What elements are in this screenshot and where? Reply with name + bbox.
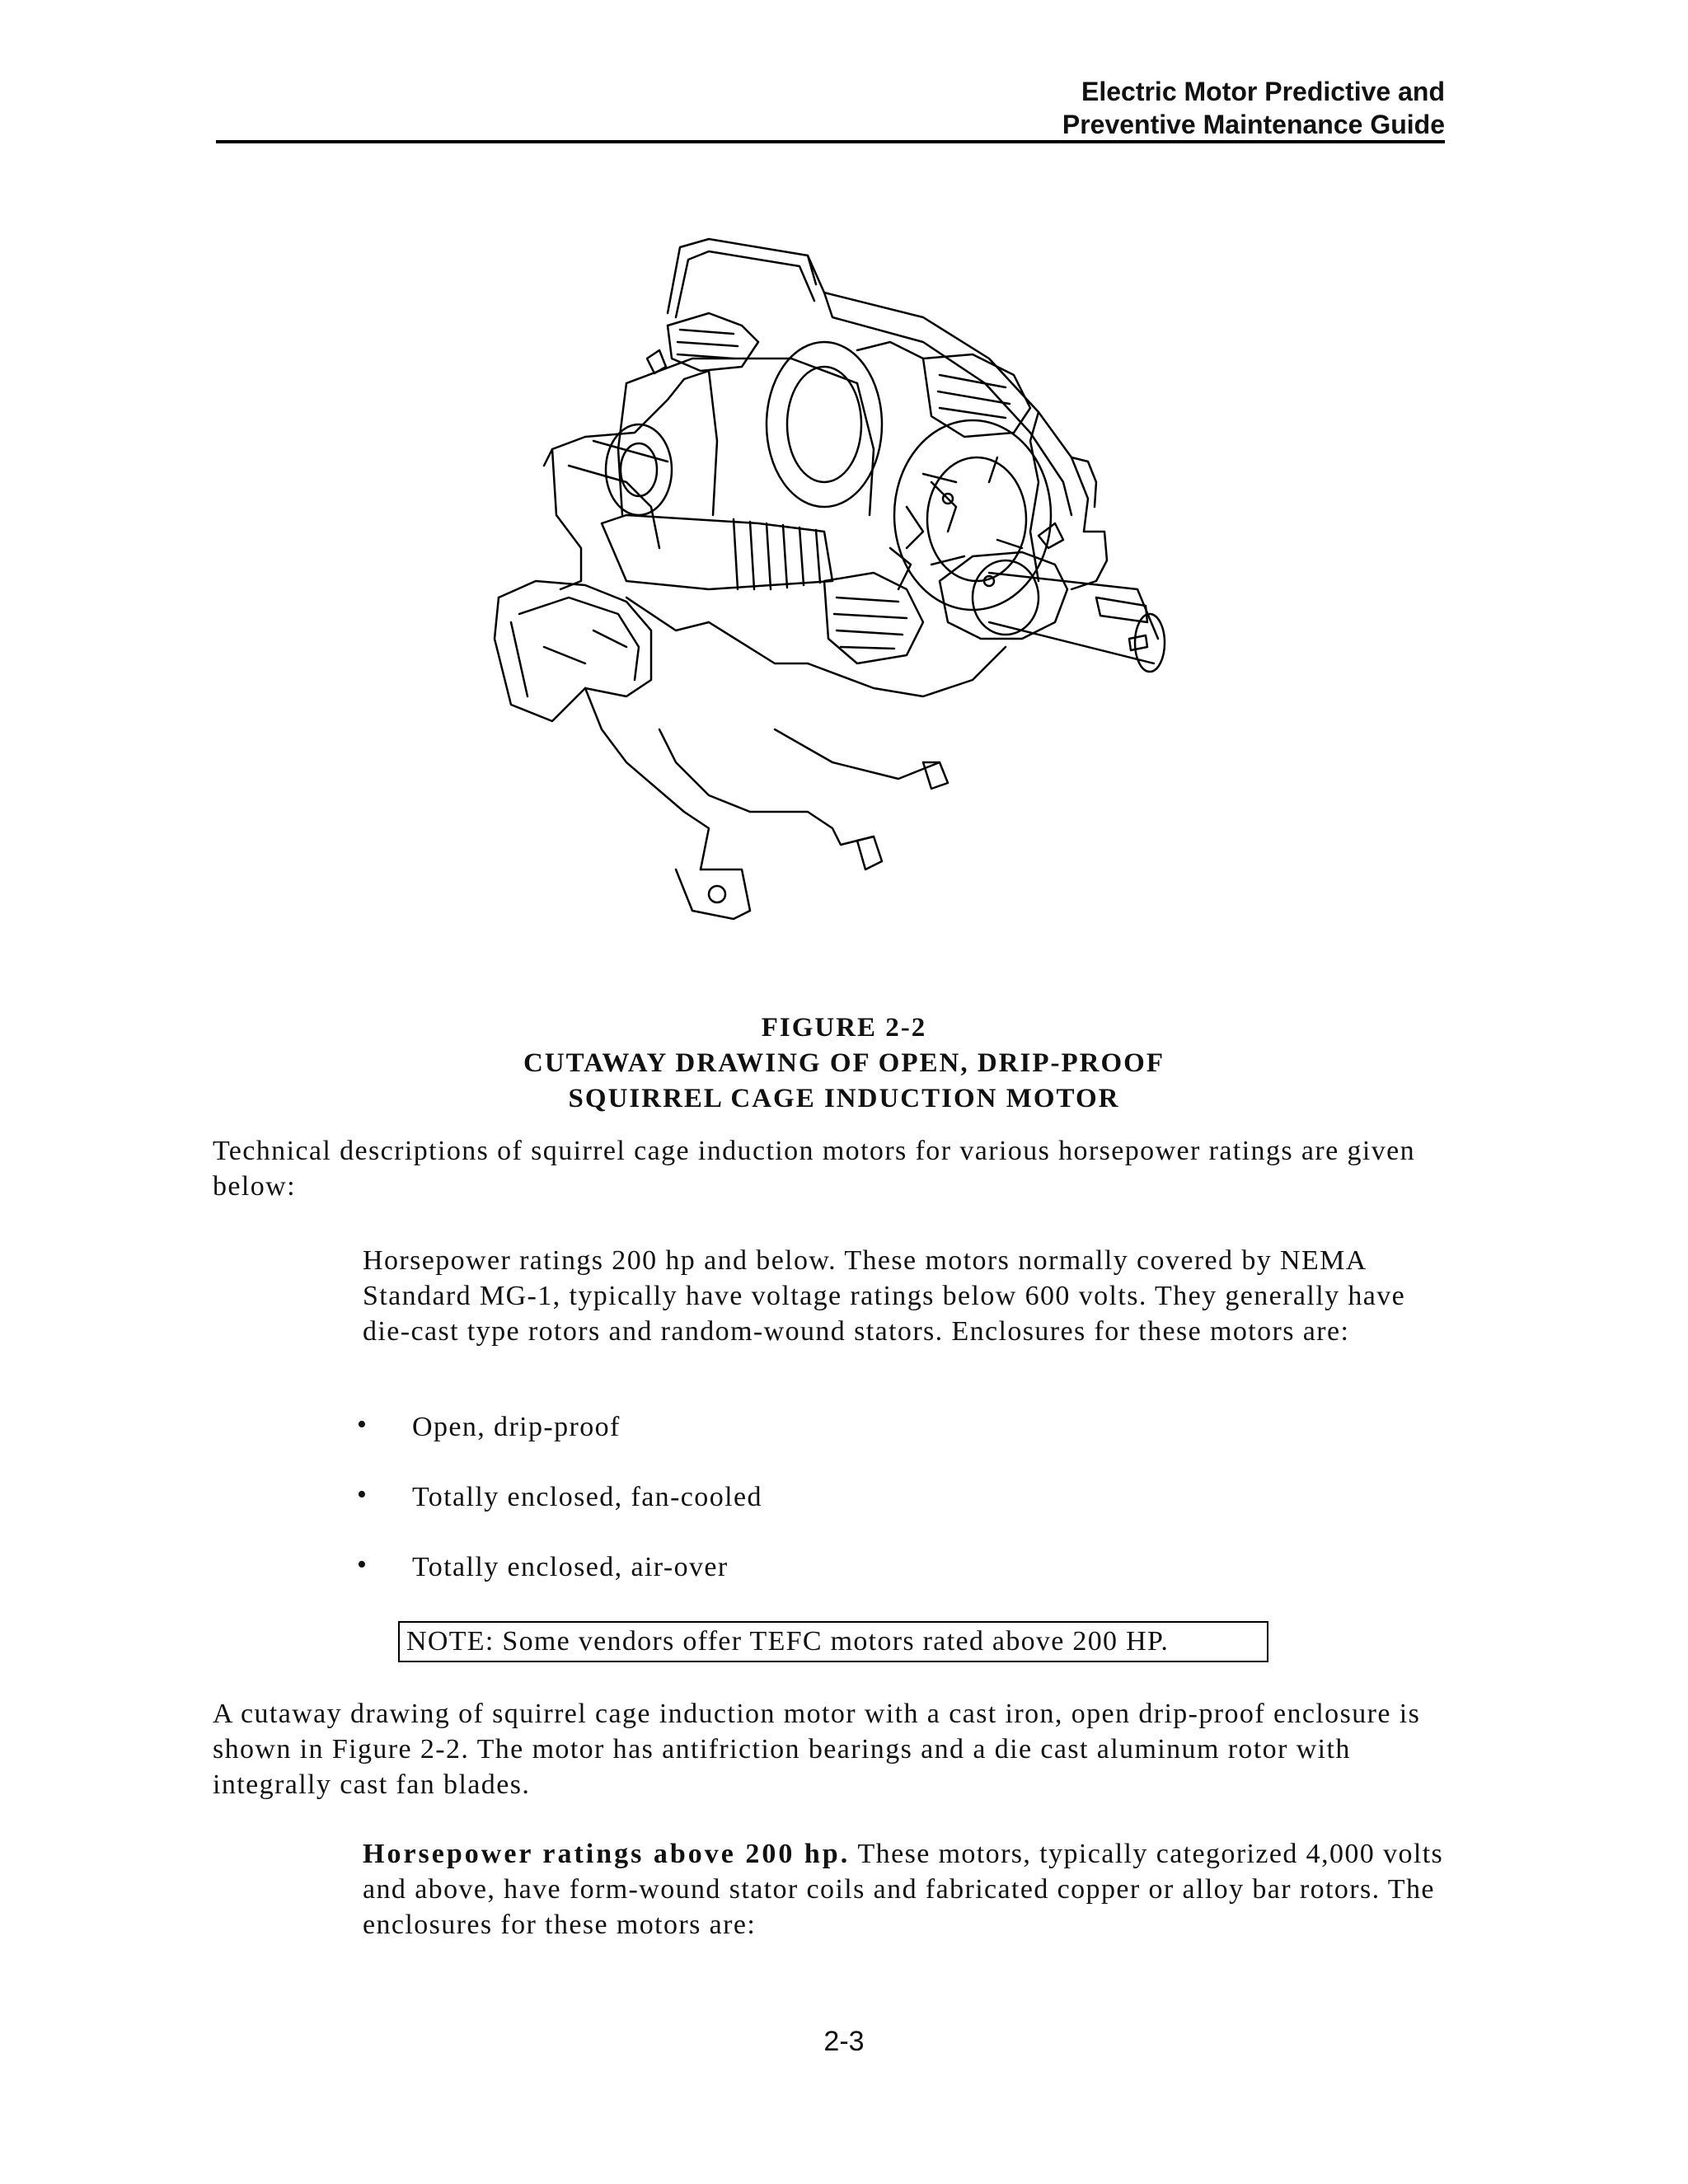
running-header-line-1: Electric Motor Predictive and (1081, 77, 1445, 106)
running-header-line-2: Preventive Maintenance Guide (1062, 110, 1445, 139)
list-item-air-over: Totally enclosed, air-over (412, 1552, 729, 1582)
bullet-marker: • (357, 1409, 367, 1440)
intro-paragraph: Technical descriptions of squirrel cage induction motors for various horsepower ratings are given below: (213, 1136, 1416, 1202)
bullet-marker: • (357, 1549, 367, 1580)
section-heading: Horsepower ratings above 200 hp. (363, 1839, 851, 1869)
figure-caption-line-2: SQUIRREL CAGE INDUCTION MOTOR (568, 1084, 1120, 1113)
note-box: NOTE: Some vendors offer TEFC motors rated above 200 HP. (398, 1621, 1268, 1662)
list-item-open-drip-proof: Open, drip-proof (412, 1412, 621, 1442)
section-200hp-and-below: Horsepower ratings 200 hp and below. These motors normally covered by NEMA Standard MG-1, typically have voltage ratings below 600 volts. They generally have die-cast type rotors and random-wound stators. Enclosures for these motors are: (363, 1245, 1406, 1347)
motor-cutaway-illustration (462, 235, 1253, 944)
page-number: 2-3 (823, 2026, 865, 2057)
header-divider (216, 140, 1445, 143)
bullet-marker: • (357, 1479, 367, 1510)
section-above-200hp (363, 1836, 1451, 1943)
section-text: These motors, typically categorized 4,000 volts and above, have form-wound stator coils and fabricated copper or alloy bar rotors. The enclosures for these motors are: (363, 1839, 1444, 1940)
cutaway-paragraph: A cutaway drawing of squirrel cage induction motor with a cast iron, open drip-proof enclosure is shown in Figure 2-2. The motor has antifriction bearings and a die cast aluminum rotor with integrally cast fan blades. (213, 1699, 1421, 1800)
figure-label: FIGURE 2-2 (761, 1013, 927, 1043)
figure-caption-line-1: CUTAWAY DRAWING OF OPEN, DRIP-PROOF (523, 1048, 1165, 1078)
list-item-tefc: Totally enclosed, fan-cooled (412, 1482, 762, 1512)
